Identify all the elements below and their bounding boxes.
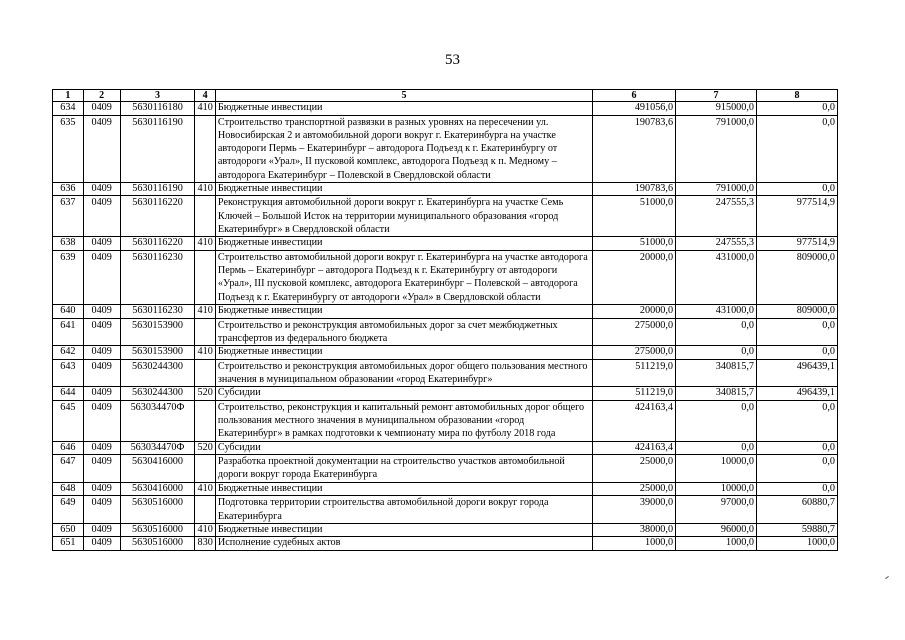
amount-col8-cell: 0,0 (756, 102, 837, 116)
section-code-cell: 0409 (83, 102, 120, 116)
amount-col8-cell: 0,0 (756, 400, 837, 441)
amount-col6-cell: 51000,0 (593, 196, 676, 237)
amount-col7-cell: 10000,0 (676, 482, 757, 496)
section-code-cell: 0409 (83, 318, 120, 346)
amount-col8-cell: 0,0 (756, 182, 837, 196)
amount-col8-cell: 977514,9 (756, 196, 837, 237)
amount-col8-cell: 496439,1 (756, 387, 837, 401)
target-code-cell: 5630244300 (120, 387, 195, 401)
expense-type-cell (195, 250, 215, 304)
section-code-cell: 0409 (83, 346, 120, 360)
name-cell: Бюджетные инвестиции (215, 523, 592, 537)
row-number-cell: 643 (53, 359, 84, 387)
table-row (53, 318, 838, 346)
amount-col6-cell: 190783,6 (593, 182, 676, 196)
amount-col8-cell: 60880,7 (756, 496, 837, 524)
table-row (53, 346, 838, 360)
target-code-cell: 5630516000 (120, 537, 195, 551)
row-number-cell: 636 (53, 182, 84, 196)
column-header: 2 (83, 90, 120, 102)
amount-col6-cell: 39000,0 (593, 496, 676, 524)
table-row (53, 455, 838, 483)
budget-table (52, 89, 838, 551)
column-header: 1 (53, 90, 84, 102)
target-code-cell: 5630116220 (120, 237, 195, 251)
amount-col6-cell: 511219,0 (593, 359, 676, 387)
expense-type-cell: 520 (195, 441, 215, 455)
section-code-cell: 0409 (83, 237, 120, 251)
amount-col7-cell: 915000,0 (676, 102, 757, 116)
row-number-cell: 648 (53, 482, 84, 496)
target-code-cell: 5630116190 (120, 115, 195, 182)
row-number-cell: 642 (53, 346, 84, 360)
name-cell: Подготовка территории строительства автомобильной дороги вокруг города Екатеринбурга (215, 496, 592, 524)
name-cell: Бюджетные инвестиции (215, 482, 592, 496)
name-cell: Субсидии (215, 441, 592, 455)
table-row (53, 115, 838, 182)
section-code-cell: 0409 (83, 455, 120, 483)
section-code-cell: 0409 (83, 359, 120, 387)
expense-type-cell: 410 (195, 346, 215, 360)
amount-col7-cell: 431000,0 (676, 305, 757, 319)
expense-type-cell: 410 (195, 305, 215, 319)
expense-type-cell (195, 400, 215, 441)
amount-col7-cell: 340815,7 (676, 387, 757, 401)
section-code-cell: 0409 (83, 387, 120, 401)
expense-type-cell (195, 359, 215, 387)
column-header: 7 (676, 90, 757, 102)
table-row (53, 359, 838, 387)
target-code-cell: 5630153900 (120, 318, 195, 346)
scan-mark (885, 576, 889, 579)
row-number-cell: 647 (53, 455, 84, 483)
amount-col8-cell: 0,0 (756, 441, 837, 455)
amount-col7-cell: 97000,0 (676, 496, 757, 524)
target-code-cell: 5630116220 (120, 196, 195, 237)
target-code-cell: 5630416000 (120, 455, 195, 483)
expense-type-cell: 410 (195, 482, 215, 496)
table-row (53, 482, 838, 496)
amount-col6-cell: 491056,0 (593, 102, 676, 116)
name-cell: Бюджетные инвестиции (215, 182, 592, 196)
row-number-cell: 640 (53, 305, 84, 319)
name-cell: Бюджетные инвестиции (215, 102, 592, 116)
amount-col7-cell: 0,0 (676, 318, 757, 346)
amount-col7-cell: 431000,0 (676, 250, 757, 304)
amount-col7-cell: 96000,0 (676, 523, 757, 537)
amount-col8-cell: 809000,0 (756, 305, 837, 319)
table-header-row (53, 90, 838, 102)
row-number-cell: 641 (53, 318, 84, 346)
column-header: 3 (120, 90, 195, 102)
target-code-cell: 563034470Ф (120, 441, 195, 455)
table-row (53, 305, 838, 319)
section-code-cell: 0409 (83, 182, 120, 196)
expense-type-cell: 410 (195, 102, 215, 116)
amount-col8-cell: 809000,0 (756, 250, 837, 304)
expense-type-cell: 830 (195, 537, 215, 551)
expense-type-cell (195, 455, 215, 483)
amount-col6-cell: 424163,4 (593, 400, 676, 441)
section-code-cell: 0409 (83, 441, 120, 455)
amount-col6-cell: 20000,0 (593, 305, 676, 319)
section-code-cell: 0409 (83, 523, 120, 537)
page-number: 53 (445, 52, 460, 68)
name-cell: Реконструкция автомобильной дороги вокруг г. Екатеринбурга на участке Семь Ключей – Большой Исток на территории муниципального образования «город Екатеринбург» в Свердловской области (215, 196, 592, 237)
expense-type-cell: 520 (195, 387, 215, 401)
amount-col6-cell: 38000,0 (593, 523, 676, 537)
amount-col7-cell: 791000,0 (676, 182, 757, 196)
row-number-cell: 646 (53, 441, 84, 455)
table-row (53, 441, 838, 455)
target-code-cell: 5630244300 (120, 359, 195, 387)
amount-col6-cell: 511219,0 (593, 387, 676, 401)
amount-col6-cell: 25000,0 (593, 455, 676, 483)
amount-col8-cell: 0,0 (756, 455, 837, 483)
table-body (53, 102, 838, 551)
target-code-cell: 5630516000 (120, 523, 195, 537)
name-cell: Строительство, реконструкция и капитальный ремонт автомобильных дорог общего пользования местного значения в муниципальном образовании «город Екатеринбург» в рамках подготовки к чемпионату мира по футболу 2018 года (215, 400, 592, 441)
amount-col6-cell: 25000,0 (593, 482, 676, 496)
row-number-cell: 650 (53, 523, 84, 537)
table-row (53, 102, 838, 116)
column-header: 6 (593, 90, 676, 102)
section-code-cell: 0409 (83, 496, 120, 524)
table-row (53, 523, 838, 537)
amount-col7-cell: 0,0 (676, 441, 757, 455)
expense-type-cell (195, 115, 215, 182)
name-cell: Исполнение судебных актов (215, 537, 592, 551)
expense-type-cell: 410 (195, 237, 215, 251)
amount-col8-cell: 0,0 (756, 346, 837, 360)
row-number-cell: 637 (53, 196, 84, 237)
row-number-cell: 635 (53, 115, 84, 182)
expense-type-cell (195, 496, 215, 524)
section-code-cell: 0409 (83, 115, 120, 182)
column-header: 5 (215, 90, 592, 102)
amount-col6-cell: 51000,0 (593, 237, 676, 251)
row-number-cell: 651 (53, 537, 84, 551)
amount-col8-cell: 496439,1 (756, 359, 837, 387)
name-cell: Субсидии (215, 387, 592, 401)
name-cell: Бюджетные инвестиции (215, 346, 592, 360)
table-row (53, 537, 838, 551)
amount-col8-cell: 0,0 (756, 115, 837, 182)
table-row (53, 496, 838, 524)
name-cell: Строительство и реконструкция автомобильных дорог за счет межбюджетных трансфертов из федерального бюджета (215, 318, 592, 346)
name-cell: Строительство автомобильной дороги вокруг г. Екатеринбурга на участке автодорога Пермь – Екатеринбург – автодорога Подъезд к г. Екатеринбургу от автодороги «Урал», III пусковой комплекс, автодорога Екатеринбург – Полевской – автодорога Подъезд к г. Екатеринбургу от автодороги «Урал» в Свердловской области (215, 250, 592, 304)
expense-type-cell: 410 (195, 182, 215, 196)
amount-col7-cell: 247555,3 (676, 237, 757, 251)
expense-type-cell (195, 318, 215, 346)
section-code-cell: 0409 (83, 196, 120, 237)
table-row (53, 250, 838, 304)
amount-col7-cell: 0,0 (676, 346, 757, 360)
target-code-cell: 5630153900 (120, 346, 195, 360)
amount-col7-cell: 340815,7 (676, 359, 757, 387)
amount-col6-cell: 20000,0 (593, 250, 676, 304)
name-cell: Строительство и реконструкция автомобильных дорог общего пользования местного значения в муниципальном образовании «город Екатеринбург» (215, 359, 592, 387)
amount-col8-cell: 0,0 (756, 318, 837, 346)
amount-col8-cell: 1000,0 (756, 537, 837, 551)
target-code-cell: 5630116230 (120, 250, 195, 304)
row-number-cell: 634 (53, 102, 84, 116)
target-code-cell: 5630116190 (120, 182, 195, 196)
amount-col6-cell: 424163,4 (593, 441, 676, 455)
table-row (53, 387, 838, 401)
table-row (53, 196, 838, 237)
amount-col7-cell: 1000,0 (676, 537, 757, 551)
amount-col6-cell: 275000,0 (593, 318, 676, 346)
row-number-cell: 639 (53, 250, 84, 304)
table-row (53, 182, 838, 196)
name-cell: Бюджетные инвестиции (215, 237, 592, 251)
amount-col8-cell: 59880,7 (756, 523, 837, 537)
column-header: 4 (195, 90, 215, 102)
amount-col6-cell: 275000,0 (593, 346, 676, 360)
section-code-cell: 0409 (83, 250, 120, 304)
target-code-cell: 563034470Ф (120, 400, 195, 441)
row-number-cell: 638 (53, 237, 84, 251)
name-cell: Бюджетные инвестиции (215, 305, 592, 319)
section-code-cell: 0409 (83, 400, 120, 441)
expense-type-cell (195, 196, 215, 237)
name-cell: Строительство транспортной развязки в разных уровнях на пересечении ул. Новосибирская 2 и автомобильной дороги вокруг г. Екатеринбурга на участке автодороги Пермь – Екатеринбург – автодорога Подъезд к г. Екатеринбургу от автодороги «Урал», II пусковой комплекс, автодорога Подъезд к п. Медному – автодорога Екатеринбург – Полевской в Свердловской области (215, 115, 592, 182)
target-code-cell: 5630116230 (120, 305, 195, 319)
table-row (53, 400, 838, 441)
target-code-cell: 5630516000 (120, 496, 195, 524)
row-number-cell: 644 (53, 387, 84, 401)
amount-col6-cell: 190783,6 (593, 115, 676, 182)
row-number-cell: 645 (53, 400, 84, 441)
amount-col7-cell: 10000,0 (676, 455, 757, 483)
target-code-cell: 5630116180 (120, 102, 195, 116)
amount-col6-cell: 1000,0 (593, 537, 676, 551)
amount-col8-cell: 0,0 (756, 482, 837, 496)
section-code-cell: 0409 (83, 537, 120, 551)
row-number-cell: 649 (53, 496, 84, 524)
section-code-cell: 0409 (83, 305, 120, 319)
target-code-cell: 5630416000 (120, 482, 195, 496)
expense-type-cell: 410 (195, 523, 215, 537)
column-header: 8 (756, 90, 837, 102)
section-code-cell: 0409 (83, 482, 120, 496)
name-cell: Разработка проектной документации на строительство участков автомобильной дороги вокруг города Екатеринбурга (215, 455, 592, 483)
amount-col8-cell: 977514,9 (756, 237, 837, 251)
amount-col7-cell: 247555,3 (676, 196, 757, 237)
amount-col7-cell: 791000,0 (676, 115, 757, 182)
amount-col7-cell: 0,0 (676, 400, 757, 441)
table-row (53, 237, 838, 251)
